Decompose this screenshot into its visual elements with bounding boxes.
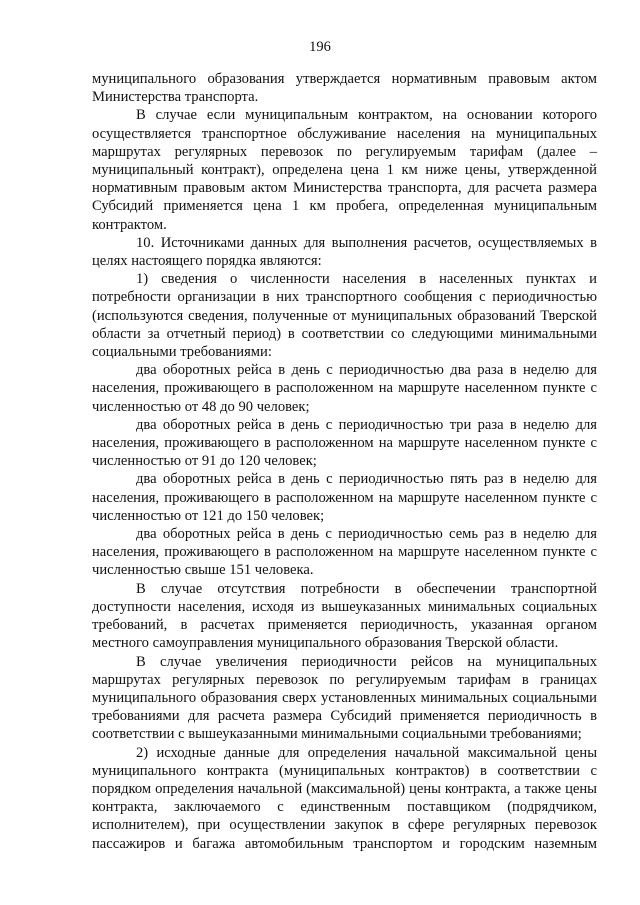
paragraph-increased-frequency-case: В случае увеличения периодичности рейсов на муниципальных маршрутах регулярных перевозок по регулируемым тарифам в границах муниципального образования сверх установленных минимальных социальными требованиями для расчета размера Субсидий применяется периодичность в соответствии с вышеуказанными минимальными социальными требованиями; [92, 653, 597, 743]
paragraph-continuation: муниципального образования утверждается нормативным правовым актом Министерства транспорта. [92, 71, 597, 106]
paragraph-requirement-48-90: два оборотных рейса в день с периодичностью два раза в неделю для населения, проживающего в расположенном на маршруте населенном пункте с численностью от 48 до 90 человек; [92, 362, 597, 415]
paragraph-item-10-data-sources: 10. Источниками данных для выполнения расчетов, осуществляемых в целях настоящего порядка являются: [92, 234, 597, 270]
paragraph-subitem-1-population-data: 1) сведения о численности населения в населенных пунктах и потребности организации в них транспортного сообщения с периодичностью (используются сведения, полученные от муниципальных образований Тверской области за отчетный период) в соответствии со следующими минимальными социальными требованиями: [92, 271, 597, 361]
page-number: 196 [309, 39, 331, 55]
paragraph-requirement-over-151: два оборотных рейса в день с периодичностью семь раз в неделю для населения, проживающего в расположенном на маршруте населенном пункте с численностью свыше 151 человека. [92, 526, 597, 579]
paragraph-subitem-2-initial-price: 2) исходные данные для определения начальной максимальной цены муниципального контракта (муниципальных контрактов) в соответствии с порядком определения начальной (максимальной) цены контракта, а также цены контракта, заключаемого с единственным поставщиком (подрядчиком, исполнителем), при осуществлении закупок в сфере регулярных перевозок пассажиров и багажа автомобильным транспортом и городским наземным [92, 744, 597, 852]
paragraph-municipal-contract-price: В случае если муниципальным контрактом, на основании которого осуществляется транспортное обслуживание населения на муниципальных маршрутах регулярных перевозок по регулируемым тарифам (далее – муниципальный контракт), определена цена 1 км ниже цены, утвержденной нормативным правовым актом Министерства транспорта, для расчета размера Субсидий применяется цена 1 км пробега, определенная муниципальным контрактом. [92, 107, 597, 233]
document-body [92, 70, 597, 853]
paragraph-no-need-case: В случае отсутствия потребности в обеспечении транспортной доступности населения, исходя из вышеуказанных минимальных социальных требований, в расчетах применяется периодичность, указанная органом местного самоуправления муниципального образования Тверской области. [92, 580, 597, 652]
paragraph-requirement-91-120: два оборотных рейса в день с периодичностью три раза в неделю для населения, проживающего в расположенном на маршруте населенном пункте с численностью от 91 до 120 человек; [92, 416, 597, 470]
paragraph-requirement-121-150: два оборотных рейса в день с периодичностью пять раз в неделю для населения, проживающего в расположенном на маршруте населенном пункте с численностью от 121 до 150 человек; [92, 471, 597, 524]
